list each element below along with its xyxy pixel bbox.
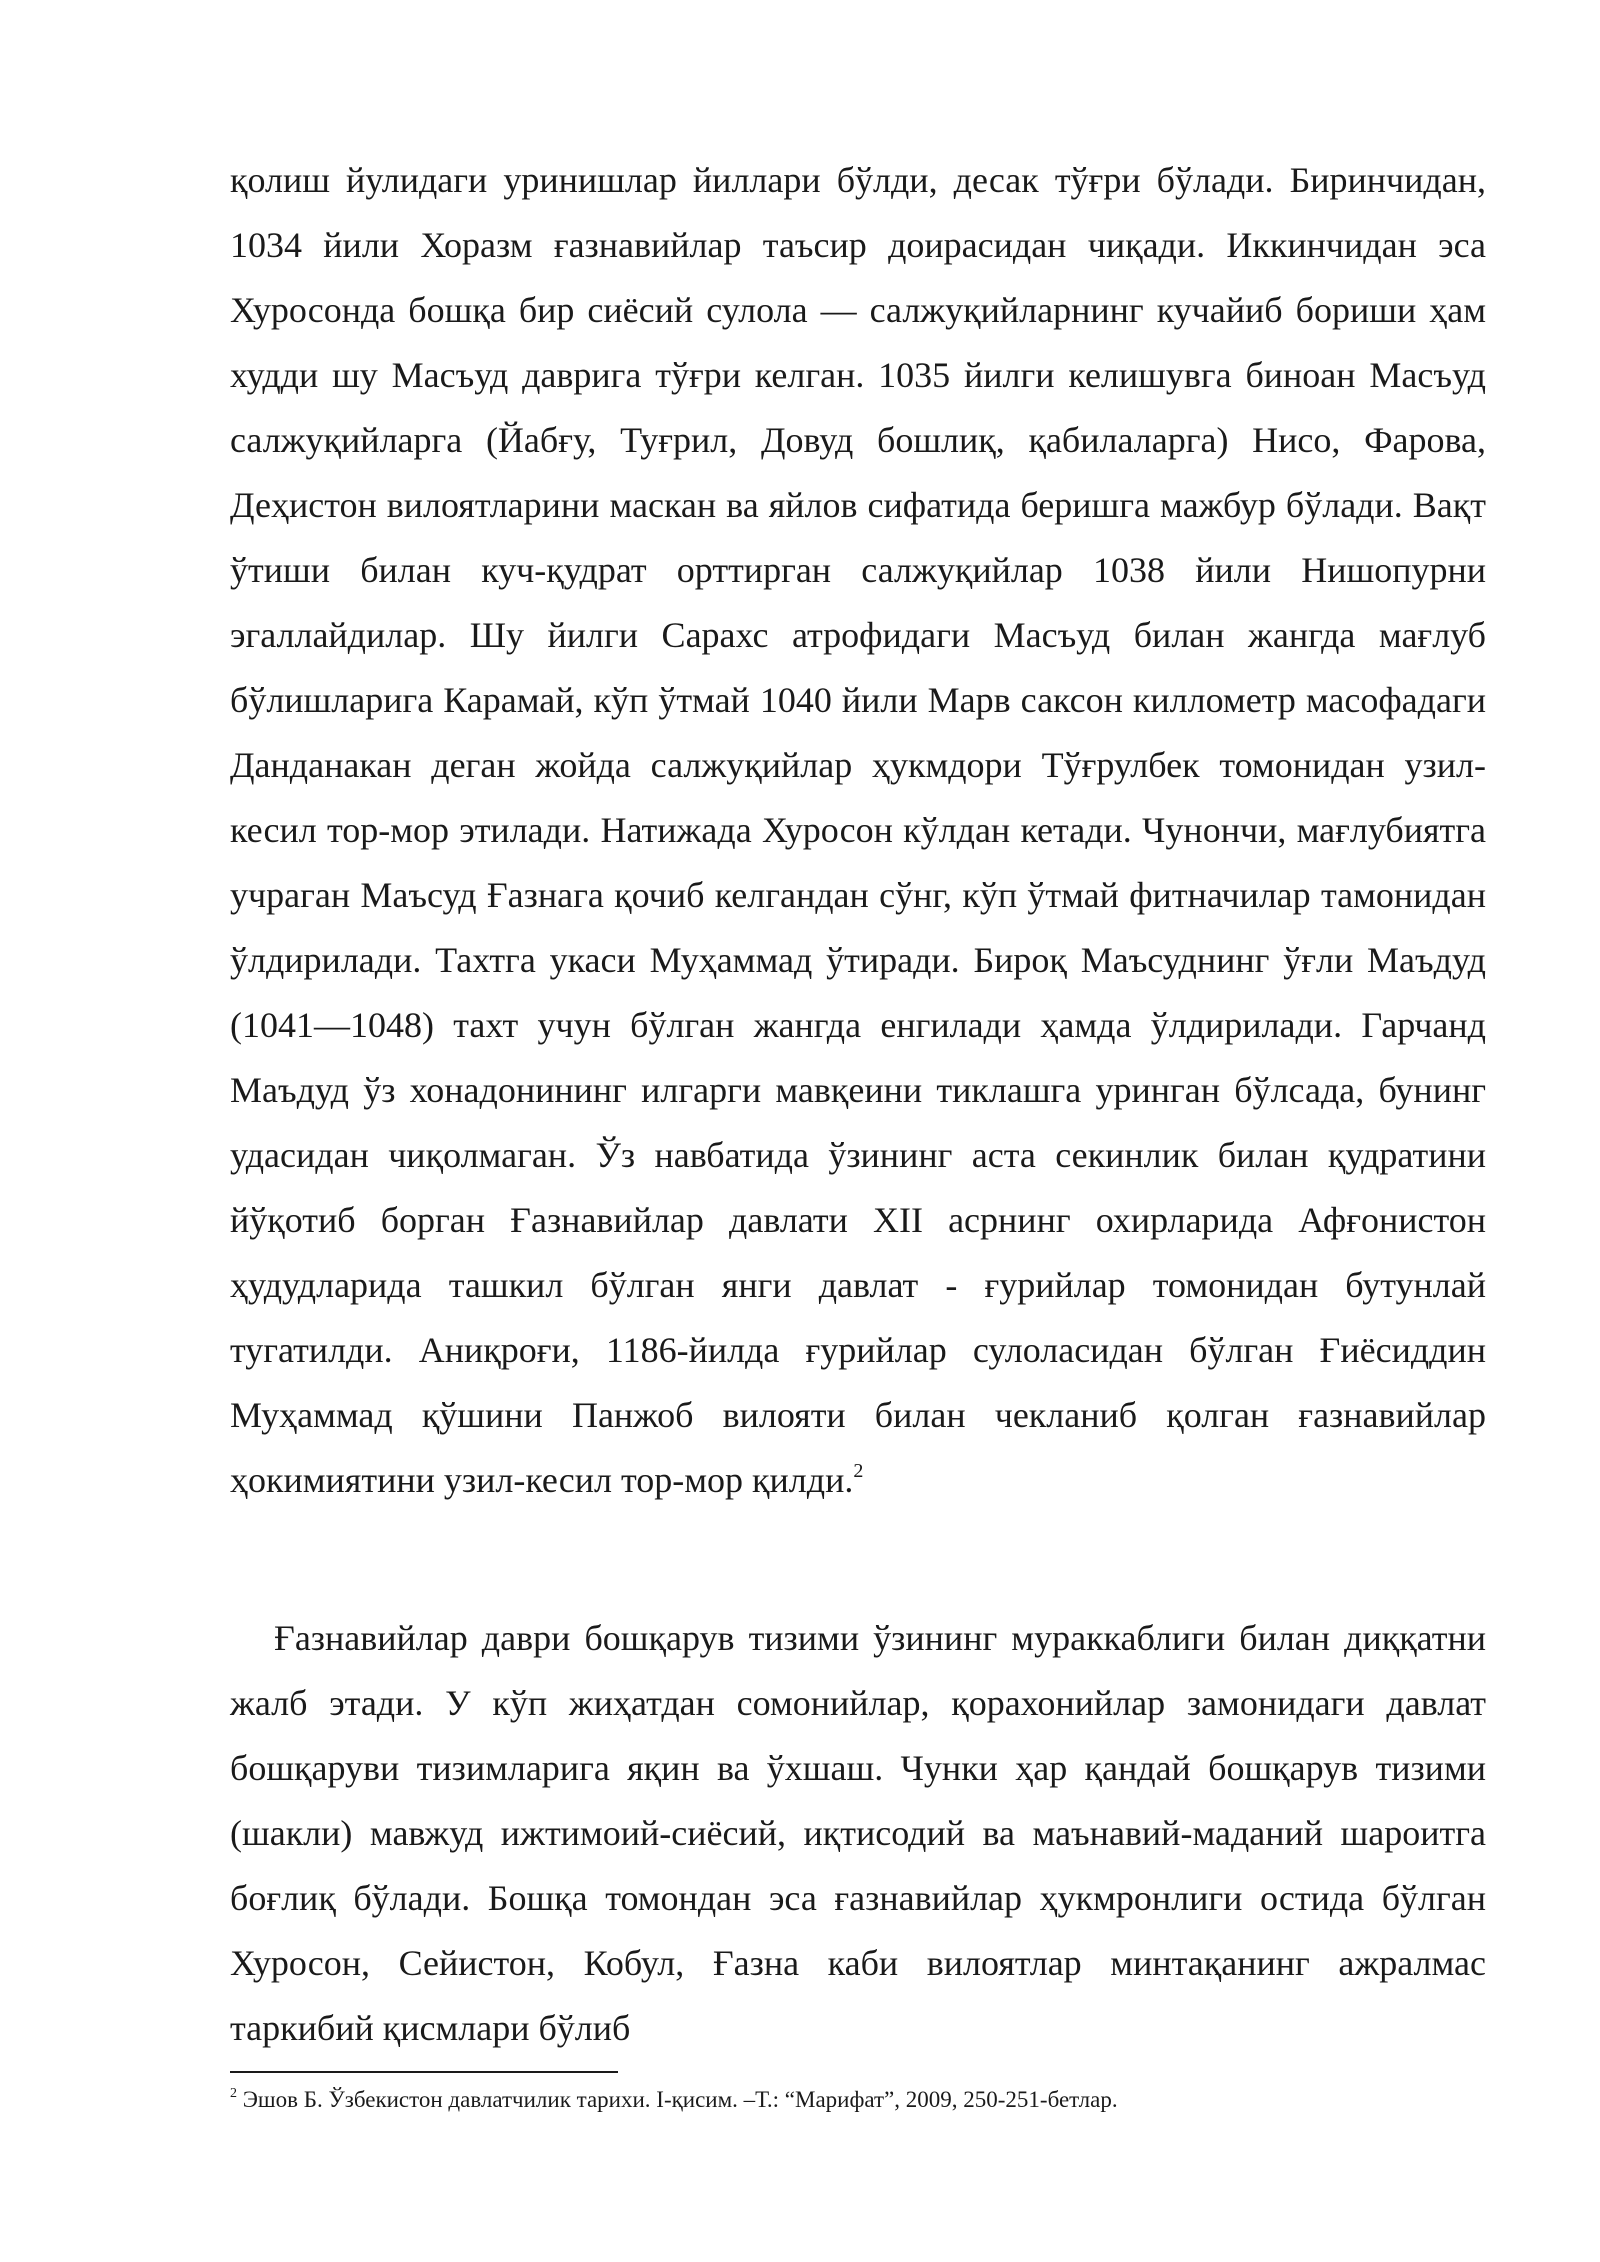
body-paragraph-2: Ғазнавийлар даври бошқарув тизими ўзининг мураккаблиги билан диққатни жалб этади. У кўп жиҳатдан сомонийлар, қорахонийлар замонидаги давлат бошқаруви тизимларига яқин ва ўхшаш. Чунки ҳар қандай бошқарув тизими (шакли) мавжуд ижтимоий-сиёсий, иқтисодий ва маънавий-маданий шароитга боғлиқ бўлади. Бошқа томондан эса ғазнавийлар ҳукмронлиги остида бўлган Хуросон, Сейистон, Кобул, Ғазна каби вилоятлар минтақанинг ажралмас таркибий қисмлари бўлиб [230,1618,1486,2048]
footnote [230,2084,1486,2116]
footnote-text: Эшов Б. Ўзбекистон давлатчилик тарихи. I-қисим. –Т.: “Марифат”, 2009, 250-251-бетлар. [237,2087,1118,2112]
paragraph-1-text: қолиш йулидаги уринишлар йиллари бўлди, десак тўғри бўлади. Биринчидан, 1034 йили Хоразм ғазнавийлар таъсир доирасидан чиқади. Иккинчидан эса Хуросонда бошқа бир сиёсий сулола — салжуқийларнинг кучайиб бориши ҳам худди шу Масъуд даврига тўғри келган. 1035 йилги келишувга биноан Масъуд салжуқийларга (Йабғу, Туғрил, Довуд бошлиқ, қабилаларга) Нисо, Фарова, Деҳистон вилоятларини маскан ва яйлов сифатида беришга мажбур бўлади. Вақт ўтиши билан куч-қудрат орттирган салжуқийлар 1038 йили Нишопурни эгаллайдилар. Шу йилги Сарахс атрофидаги Масъуд билан жангда мағлуб бўлишларига Карамай, кўп ўтмай 1040 йили Марв саксон киллометр масофадаги Данданакан деган жойда салжуқийлар ҳукмдори Тўғрулбек томонидан узил-кесил тор-мор этилади. Натижада Хуросон кўлдан кетади. Чунончи, мағлубиятга учраган Маъсуд Ғазнага қочиб келгандан сўнг, кўп ўтмай фитначилар тамонидан ўлдирилади. Тахтга укаси Муҳаммад ўтиради. Бироқ Маъсуднинг ўғли Маъдуд (1041—1048) тахт учун бўлган жангда енгилади ҳамда ўлдирилади. Гарчанд Маъдуд ўз хонадонининг илгарги мавқеини тиклашга уринган бўлсада, бунинг удасидан чиқолмаган. Ўз навбатида ўзининг аста секинлик билан қудратини йўқотиб борган Ғазнавийлар давлати XII асрнинг охирларида Афғонистон ҳудудларида ташкил бўлган янги давлат - ғурийлар томонидан бутунлай тугатилди. Аниқроғи, 1186-йилда ғурийлар сулоласидан бўлган Ғиёсиддин Муҳаммад қўшини Панжоб вилояти билан чекланиб қолган ғазнавийлар ҳокимиятини узил-кесил тор-мор қилди. [230,160,1486,1500]
footnote-separator [230,2071,618,2073]
footnote-marker: 2 [230,2086,237,2102]
footnote-reference[interactable]: 2 [853,1460,864,1482]
body-paragraph-1 [230,148,1486,1513]
